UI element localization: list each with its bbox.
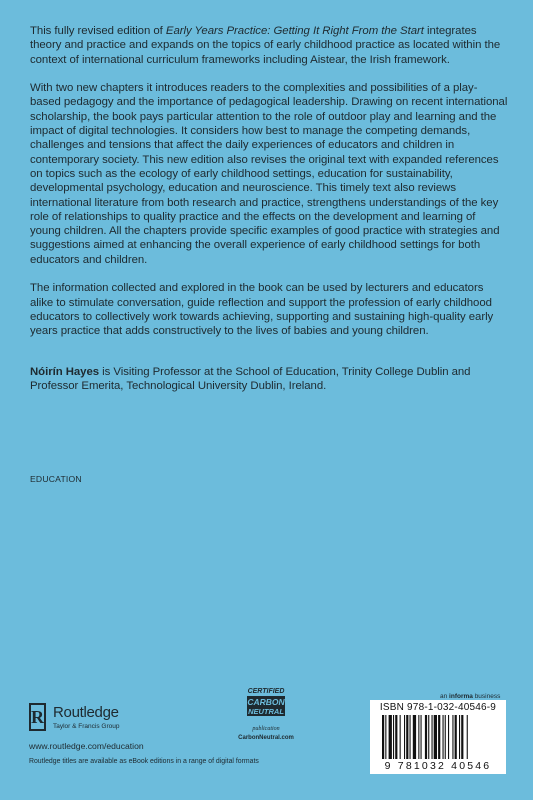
barcode-bar bbox=[389, 715, 392, 759]
blurb-paragraph-3: The information collected and explored in the book can be used by lecturers and educators alike to stimulate conversation, guide reflection and support the profession of early childhood educators to collectively work towards achieving, supporting and sustaining high-quality early years practice that adds constructively to the lives of babies and young children. bbox=[30, 282, 494, 338]
svg-text:CERTIFIED: CERTIFIED bbox=[247, 688, 285, 695]
barcode-bar bbox=[421, 715, 422, 759]
carbon-neutral-badge bbox=[226, 684, 306, 752]
isbn-text: ISBN 978-1-032-40546-9 bbox=[379, 702, 497, 713]
carbon-site: CarbonNeutral.com bbox=[238, 735, 294, 741]
barcode-bar bbox=[443, 715, 444, 759]
back-cover-blurb bbox=[30, 24, 508, 407]
subject-category: EDUCATION bbox=[30, 474, 82, 484]
barcode-bar bbox=[445, 715, 446, 759]
ebook-note: Routledge titles are available as eBook editions in a range of digital formats bbox=[29, 758, 259, 765]
svg-text:NEUTRAL: NEUTRAL bbox=[248, 707, 284, 716]
carbon-neutral-logo-icon bbox=[246, 684, 286, 724]
barcode-bar bbox=[459, 715, 460, 759]
barcode-bar bbox=[455, 715, 457, 759]
barcode-bar bbox=[413, 715, 416, 759]
svg-text:CARBON: CARBON bbox=[247, 697, 285, 707]
barcode-bar bbox=[410, 715, 411, 759]
book-title: Early Years Practice: Getting It Right From the Start bbox=[165, 25, 424, 37]
barcode-icon bbox=[382, 715, 494, 759]
barcode-bar bbox=[385, 715, 386, 759]
barcode-bar bbox=[404, 715, 405, 759]
carbon-publication: publication bbox=[252, 726, 280, 732]
publisher-name: Routledge bbox=[53, 704, 119, 721]
publisher-group: Taylor & Francis Group bbox=[53, 723, 120, 730]
barcode-bar bbox=[418, 715, 419, 759]
barcode-bar bbox=[434, 715, 437, 759]
barcode-bar bbox=[425, 715, 427, 759]
barcode-bar bbox=[428, 715, 429, 759]
barcode-bar bbox=[438, 715, 440, 759]
barcode-bar bbox=[432, 715, 433, 759]
blurb-paragraph-1: This fully revised edition of Early Years Practice: Getting It Right From the Start integrates theory and practice and expands on the topics of early childhood practice as located within the context of international curriculum frameworks including Aistear, the Irish framework. bbox=[30, 25, 501, 66]
barcode-bar bbox=[393, 715, 394, 759]
barcode-bar bbox=[400, 715, 401, 759]
publisher-url[interactable]: www.routledge.com/education bbox=[29, 741, 144, 751]
barcode-bar bbox=[395, 715, 397, 759]
barcode-bar bbox=[406, 715, 408, 759]
barcode-bar bbox=[448, 715, 449, 759]
barcode-bar bbox=[467, 715, 468, 759]
barcode-bar bbox=[452, 715, 453, 759]
publisher-block bbox=[29, 703, 229, 753]
barcode-bar bbox=[461, 715, 463, 759]
author-name: Nóirín Hayes bbox=[30, 365, 100, 378]
informa-tagline: an informa business bbox=[440, 693, 501, 700]
barcode-bar bbox=[382, 715, 384, 759]
routledge-logo-icon: R bbox=[29, 703, 46, 731]
blurb-paragraph-2: With two new chapters it introduces readers to the complexities and possibilities of a play-based pedagogy and the importance of pedagogical leadership. Drawing on recent international scholarship, the book pays particular attention to the role of outdoor play and learning and the impact of digital technologies. It considers how best to manage the competing demands, challenges and tensions that affect the daily experiences of educators and children in contemporary society. This new edition also revises the original text with expanded references on topics such as the ecology of early childhood settings, education for sustainability, developmental psychology, education and neuroscience. This timely text also reviews international literature from both research and practice, strengthens understandings of the key role of relationships to quality practice and the effects on the development and learning of young children. All the chapters provide specific examples of good practice with strategies and suggestions aimed at enhancing the overall experience of early childhood settings for both educators and children. bbox=[30, 82, 508, 266]
isbn-barcode bbox=[370, 700, 506, 774]
author-bio: Nóirín Hayes is Visiting Professor at the School of Education, Trinity College Dublin and Professor Emerita, Technological University Dublin, Ireland. bbox=[30, 365, 471, 392]
barcode-digits: 9 781032 40546 bbox=[384, 760, 492, 772]
